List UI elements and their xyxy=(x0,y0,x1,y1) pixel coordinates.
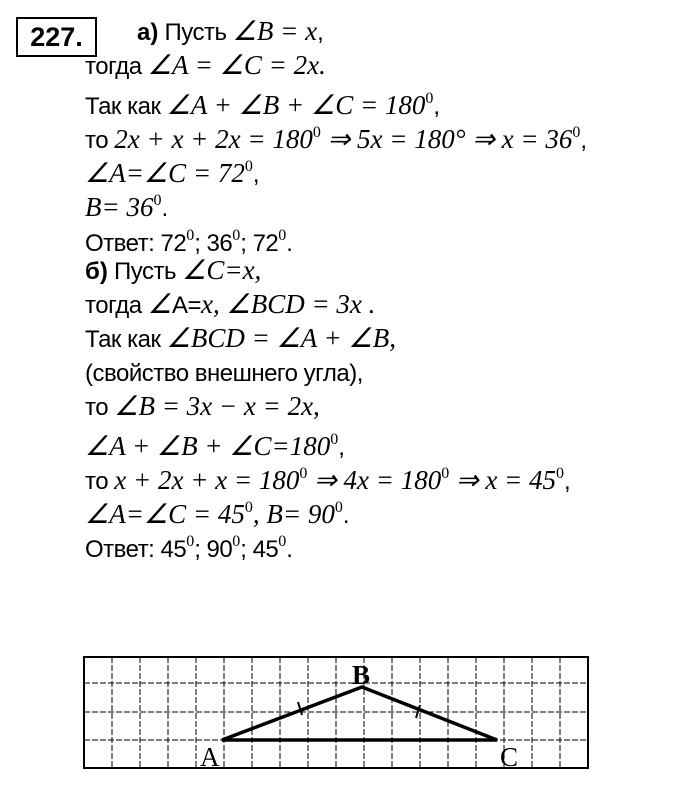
degree-superscript: 0 xyxy=(244,158,253,176)
math-expression: B= 36 xyxy=(85,192,154,223)
text-segment: Ответ: 45 xyxy=(85,536,187,564)
math-expression: ∠BCD = ∠A + ∠B, xyxy=(166,322,396,353)
degree-superscript: 0 xyxy=(244,499,253,517)
text-segment: , xyxy=(564,468,571,496)
text-segment: Пусть xyxy=(107,257,183,285)
text-segment: , xyxy=(338,434,345,462)
text-segment: . xyxy=(161,195,168,223)
text-segment: тогда xyxy=(85,291,148,319)
vertex-label-c: C xyxy=(500,742,519,772)
text-segment: . xyxy=(286,229,293,257)
degree-superscript: 0 xyxy=(299,465,308,483)
math-expression: x, ∠BCD = 3x . xyxy=(201,288,376,319)
degree-superscript: 0 xyxy=(334,499,343,517)
text-segment: Ответ: 72 xyxy=(85,229,187,257)
text-segment: Так как xyxy=(85,325,167,353)
text-segment: A= xyxy=(171,291,202,319)
degree-superscript: 0 xyxy=(153,192,162,210)
degree-superscript: 0 xyxy=(186,533,195,551)
math-expression: ⇒ 5x = 180° ⇒ x = 36 xyxy=(320,124,573,155)
degree-superscript: 0 xyxy=(278,226,287,244)
text-segment: Пусть xyxy=(158,19,233,46)
degree-superscript: 0 xyxy=(425,90,434,108)
degree-superscript: 0 xyxy=(441,465,450,483)
math-expression: ∠B = 3x − x = 2x, xyxy=(114,391,320,422)
math-expression: ∠A=∠C = 45 xyxy=(85,499,245,530)
degree-superscript: 0 xyxy=(572,124,581,142)
text-segment: ; 36 xyxy=(194,229,233,257)
text-segment: . xyxy=(342,502,349,530)
text-segment: тогда xyxy=(85,53,148,81)
math-expression: x + 2x + x = 180 xyxy=(114,465,300,496)
text-segment: , xyxy=(252,161,260,189)
text-segment: то xyxy=(85,394,115,422)
math-expression: ⇒ x = 45 xyxy=(449,465,557,496)
text-segment: ; 45 xyxy=(240,536,279,564)
degree-superscript: 0 xyxy=(232,226,241,244)
math-expression: ∠C=x, xyxy=(182,254,262,285)
text-segment: б) xyxy=(85,257,108,285)
text-segment: а) xyxy=(137,19,159,46)
problem-number: 227. xyxy=(16,17,97,57)
vertex-label-b: B xyxy=(352,660,371,690)
math-expression: ∠A + ∠B + ∠C = 180 xyxy=(166,90,426,121)
math-expression: ∠B = x xyxy=(232,16,318,46)
text-segment: , xyxy=(317,19,324,46)
text-segment: ; 90 xyxy=(194,536,233,564)
math-expression: ∠A = ∠C = 2x. xyxy=(147,50,326,81)
math-expression: ∠ xyxy=(147,288,172,319)
degree-superscript: 0 xyxy=(186,226,195,244)
vertex-label-a: A xyxy=(200,742,220,772)
math-expression: ⇒ 4x = 180 xyxy=(307,465,442,496)
math-expression: , B= 90 xyxy=(252,499,335,530)
triangle-abc xyxy=(222,687,497,740)
text-segment: то xyxy=(85,127,115,155)
text-segment: то xyxy=(85,468,115,496)
degree-superscript: 0 xyxy=(232,533,241,551)
degree-superscript: 0 xyxy=(556,465,565,483)
text-segment: , xyxy=(433,93,440,121)
text-segment: ; 72 xyxy=(240,229,279,257)
degree-superscript: 0 xyxy=(278,533,287,551)
text-segment: . xyxy=(286,536,293,564)
text-segment: Так как xyxy=(85,93,167,121)
math-expression: ∠A + ∠B + ∠C=180 xyxy=(85,431,331,462)
degree-superscript: 0 xyxy=(312,124,321,142)
degree-superscript: 0 xyxy=(330,431,339,449)
math-expression: ∠A=∠C = 72 xyxy=(85,158,245,189)
text-segment: (свойство внешнего угла), xyxy=(85,359,363,387)
math-expression: 2x + x + 2x = 180 xyxy=(114,124,313,155)
text-segment: , xyxy=(580,127,587,155)
